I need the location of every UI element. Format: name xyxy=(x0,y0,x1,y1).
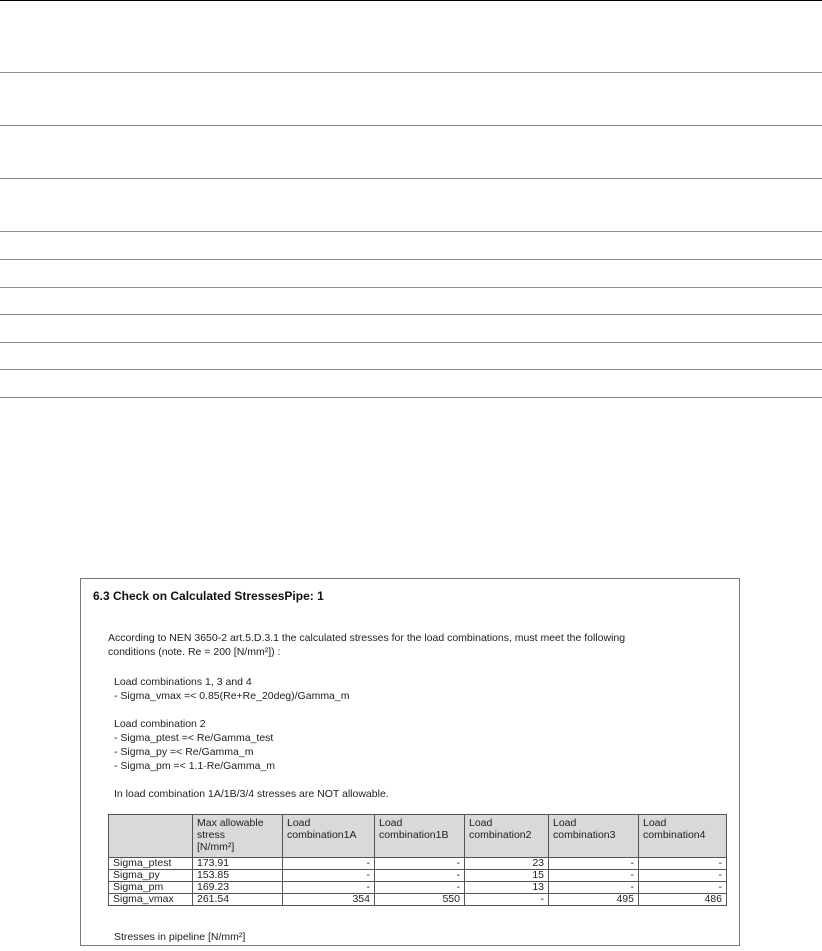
ruled-line xyxy=(0,369,822,370)
cell: - xyxy=(639,858,727,870)
cell: - xyxy=(465,894,549,906)
header-cell: Load combination4 xyxy=(639,815,727,858)
table-header-row xyxy=(109,815,727,858)
verdict-text: In load combination 1A/1B/3/4 stresses are NOT allowable. xyxy=(114,788,389,800)
header-cell: Load combination1A xyxy=(283,815,375,858)
header-cell: Load combination3 xyxy=(549,815,639,858)
cell: - xyxy=(549,870,639,882)
table-caption: Stresses in pipeline [N/mm²] xyxy=(114,931,246,943)
row-label: Sigma_vmax xyxy=(109,894,193,906)
cell: 173.91 xyxy=(193,858,283,870)
cell: 495 xyxy=(549,894,639,906)
group2-rule-2: - Sigma_py =< Re/Gamma_m xyxy=(114,746,254,758)
header-cell: Load combination1B xyxy=(375,815,465,858)
cell: - xyxy=(375,858,465,870)
table-row xyxy=(109,870,727,882)
table-row xyxy=(109,882,727,894)
page-top-rule xyxy=(0,0,822,1)
cell: 261.54 xyxy=(193,894,283,906)
cell: - xyxy=(549,858,639,870)
cell: - xyxy=(639,882,727,894)
group2-title: Load combination 2 xyxy=(114,718,206,730)
cell: 169.23 xyxy=(193,882,283,894)
cell: - xyxy=(375,870,465,882)
cell: 486 xyxy=(639,894,727,906)
intro-line-2: conditions (note. Re = 200 [N/mm²]) : xyxy=(108,646,281,658)
ruled-line xyxy=(0,259,822,260)
ruled-line xyxy=(0,72,822,73)
row-label: Sigma_py xyxy=(109,870,193,882)
header-cell-blank xyxy=(109,815,193,858)
ruled-line xyxy=(0,231,822,232)
cell: 354 xyxy=(283,894,375,906)
group1-rule-1: - Sigma_vmax =< 0.85(Re+Re_20deg)/Gamma_m xyxy=(114,690,350,702)
group2-rule-3: - Sigma_pm =< 1.1·Re/Gamma_m xyxy=(114,760,276,772)
cell: - xyxy=(283,858,375,870)
group1-title: Load combinations 1, 3 and 4 xyxy=(114,676,252,688)
cell: 153.85 xyxy=(193,870,283,882)
row-label: Sigma_pm xyxy=(109,882,193,894)
row-label: Sigma_ptest xyxy=(109,858,193,870)
stress-table xyxy=(108,814,727,906)
ruled-line xyxy=(0,125,822,126)
intro-line-1: According to NEN 3650-2 art.5.D.3.1 the calculated stresses for the load combinations, must meet the following xyxy=(108,632,626,644)
cell: - xyxy=(283,882,375,894)
ruled-line xyxy=(0,342,822,343)
ruled-line xyxy=(0,397,822,398)
cell: - xyxy=(639,870,727,882)
cell: - xyxy=(283,870,375,882)
cell: - xyxy=(549,882,639,894)
stress-check-report xyxy=(80,578,740,946)
ruled-line xyxy=(0,287,822,288)
cell: 550 xyxy=(375,894,465,906)
header-cell: Max allowable stress [N/mm²] xyxy=(193,815,283,858)
cell: 15 xyxy=(465,870,549,882)
ruled-line xyxy=(0,178,822,179)
group2-rule-1: - Sigma_ptest =< Re/Gamma_test xyxy=(114,732,274,744)
cell: 13 xyxy=(465,882,549,894)
report-title: 6.3 Check on Calculated StressesPipe: 1 xyxy=(93,589,324,603)
table-row xyxy=(109,894,727,906)
ruled-line xyxy=(0,314,822,315)
cell: 23 xyxy=(465,858,549,870)
header-cell: Load combination2 xyxy=(465,815,549,858)
table-row xyxy=(109,858,727,870)
cell: - xyxy=(375,882,465,894)
